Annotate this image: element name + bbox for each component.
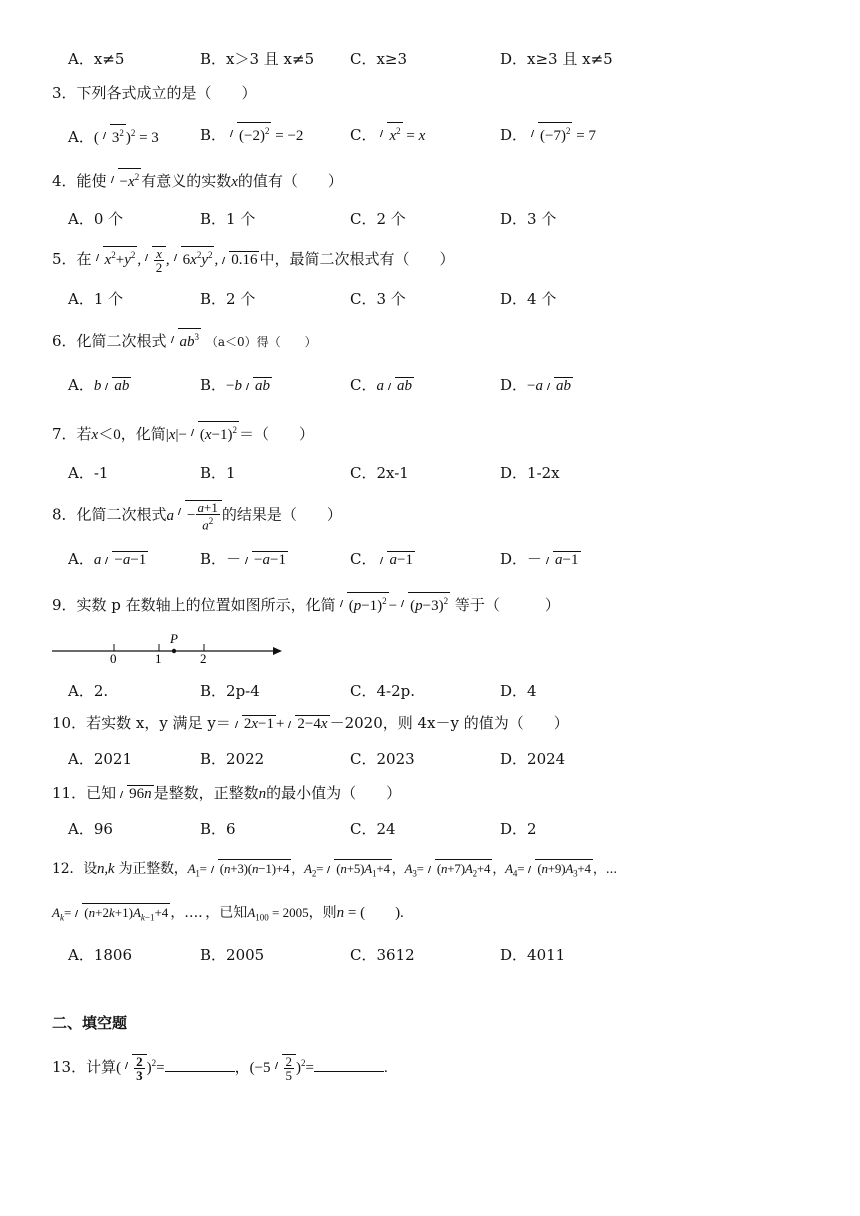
q10-option-b: B．2022 bbox=[200, 750, 265, 768]
q10-option-c: C．2023 bbox=[350, 750, 415, 768]
q5-stem: 5．在 $x^2+y^2$ , $\frac{x}{2}$ , $6x^2y^2$ , 0.16 中，最简二次根式有（ ） bbox=[52, 246, 455, 276]
point-p-label: P bbox=[170, 631, 178, 646]
number-line bbox=[50, 630, 290, 664]
q5-option-c: C．3 个 bbox=[350, 290, 406, 308]
q3-option-d: D． $(-7)^2 = 7$ bbox=[500, 122, 596, 147]
q11-option-b: B．6 bbox=[200, 820, 236, 838]
q11-option-d: D．2 bbox=[500, 820, 537, 838]
q7-option-b: B．1 bbox=[200, 464, 236, 482]
point-p-dot bbox=[172, 649, 176, 653]
q9-option-d: D．4 bbox=[500, 682, 537, 700]
section-title: 二、填空题 bbox=[52, 1014, 128, 1032]
q2-option-a: A．x≠5 bbox=[68, 50, 125, 68]
q12-option-d: D．4011 bbox=[500, 946, 566, 964]
q6-stem: 6．化简二次根式 $ab^3$ （a＜0）得（ ） bbox=[52, 328, 317, 353]
q9-option-b: B．2p-4 bbox=[200, 682, 260, 700]
q8-option-c: C． a−1 bbox=[350, 548, 415, 571]
q8-option-a: A．a −a−1 bbox=[68, 548, 148, 571]
q2-option-c: C．x≥3 bbox=[350, 50, 408, 68]
tick-label-2: 2 bbox=[200, 651, 207, 664]
q9-stem: 9．实数 p 在数轴上的位置如图所示，化简 $(p-1)^2 - (p-3)^2$ 等于（ ） bbox=[52, 592, 560, 617]
q11-stem: 11．已知 96n 是整数，正整数n的最小值为（ ） bbox=[52, 782, 401, 805]
q2-option-b: B．x＞3 且 x≠5 bbox=[200, 50, 315, 68]
tick-label-0: 0 bbox=[110, 651, 117, 664]
q11-option-a: A．96 bbox=[68, 820, 113, 838]
q2-option-d: D．x≥3 且 x≠5 bbox=[500, 50, 613, 68]
answer-blank-2[interactable] bbox=[314, 1057, 384, 1072]
q10-option-d: D．2024 bbox=[500, 750, 566, 768]
q7-stem: 7．若x＜0，化简$|x|- (x-1)^2$ ＝（ ） bbox=[52, 421, 314, 446]
q3-stem: 3．下列各式成立的是（ ） bbox=[52, 84, 257, 102]
q5-option-b: B．2 个 bbox=[200, 290, 256, 308]
q10-option-a: A．2021 bbox=[68, 750, 133, 768]
q8-option-d: D．－ a−1 bbox=[500, 548, 581, 571]
q7-option-d: D．1-2x bbox=[500, 464, 560, 482]
answer-blank-1[interactable] bbox=[165, 1057, 235, 1072]
q4-option-a: A．0 个 bbox=[68, 210, 124, 228]
q4-option-c: C．2 个 bbox=[350, 210, 406, 228]
q4-option-d: D．3 个 bbox=[500, 210, 557, 228]
q4-stem: 4．能使 $-x^2$ 有意义的实数x的值有（ ） bbox=[52, 168, 343, 193]
q8-option-b: B．－ −a−1 bbox=[200, 548, 288, 571]
q7-option-a: A．-1 bbox=[68, 464, 109, 482]
q12-option-c: C．3612 bbox=[350, 946, 415, 964]
q10-stem: 10．若实数 x，y 满足 y＝ 2x−1 + 2−4x －2020，则 4x－y 的值为（ ） bbox=[52, 712, 569, 735]
q3-option-b: B． $(-2)^2 = -2$ bbox=[200, 122, 303, 147]
q6-option-d: D．−a ab bbox=[500, 374, 573, 397]
arrow-icon bbox=[273, 647, 282, 655]
q8-stem: 8．化简二次根式a − $\frac{a+1}{a^2}$ 的结果是（ ） bbox=[52, 500, 342, 533]
q6-option-b: B．−b ab bbox=[200, 374, 272, 397]
q6-option-a: A．b ab bbox=[68, 374, 131, 397]
q3-option-a: A．( $3^2$ )$^2$ = 3 bbox=[68, 122, 159, 149]
q5-option-d: D．4 个 bbox=[500, 290, 557, 308]
q9-option-c: C．4-2p. bbox=[350, 682, 416, 700]
q9-option-a: A．2. bbox=[68, 682, 109, 700]
q3-option-c: C． $x^2 = x$ bbox=[350, 122, 425, 147]
q4-option-b: B．1 个 bbox=[200, 210, 256, 228]
q13-stem: 13．计算( $\frac{2}{3}$ )$^2$= ，(−5 $\frac{2}{5}$ )$^2$= . bbox=[52, 1054, 388, 1084]
q5-option-a: A．1 个 bbox=[68, 290, 124, 308]
tick-label-1: 1 bbox=[155, 651, 162, 664]
q12-stem-line2: $A_k= (n+2k+1)A_{k-1}+4$ ，…．，已知$A_{100} = 2005$，则n = ( ). bbox=[52, 902, 404, 929]
q12-stem-line1: 12．设n,k 为正整数，$A_1= (n+3)(n-1)+4$ ，$A_2= (n+5)A_1+4$ ，$A_3= (n+7)A_2+4$ ，$A_4= (n+9)A_3+4$ ，⋯ bbox=[52, 858, 617, 885]
q11-option-c: C．24 bbox=[350, 820, 396, 838]
q6-option-c: C．a ab bbox=[350, 374, 414, 397]
q12-option-b: B．2005 bbox=[200, 946, 265, 964]
q7-option-c: C．2x-1 bbox=[350, 464, 409, 482]
q12-option-a: A．1806 bbox=[68, 946, 133, 964]
